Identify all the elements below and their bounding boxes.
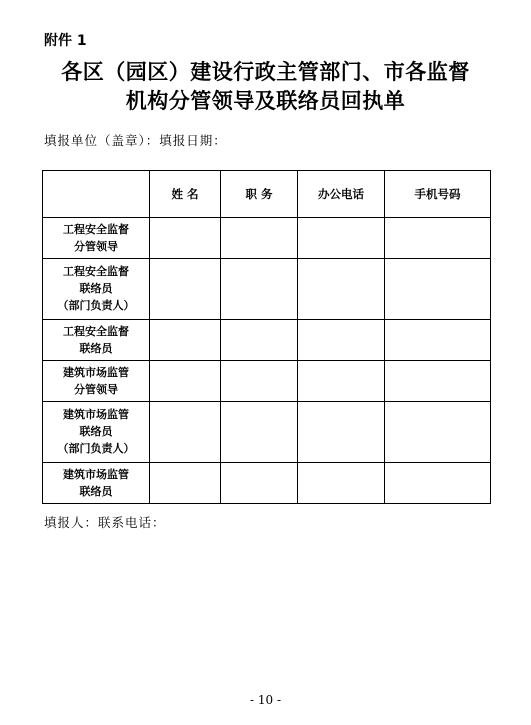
mobile-cell[interactable]	[385, 360, 491, 401]
office-phone-cell[interactable]	[298, 401, 385, 462]
table-header-row	[43, 171, 491, 218]
table-row	[43, 360, 491, 401]
table-row	[43, 218, 491, 259]
position-cell[interactable]	[221, 218, 298, 259]
mobile-cell[interactable]	[385, 319, 491, 360]
mobile-cell[interactable]	[385, 401, 491, 462]
row-label: 建筑市场监管 联络员 （部门负责人）	[43, 401, 150, 462]
document-title-line-1: 各区（园区）建设行政主管部门、市各监督	[61, 59, 470, 84]
table-row	[43, 462, 491, 503]
receipt-form-table	[42, 170, 491, 504]
office-phone-cell[interactable]	[298, 259, 385, 320]
row-label: 建筑市场监管 分管领导	[43, 360, 150, 401]
mobile-cell[interactable]	[385, 218, 491, 259]
name-cell[interactable]	[150, 319, 221, 360]
name-cell[interactable]	[150, 218, 221, 259]
table-row	[43, 319, 491, 360]
office-phone-cell[interactable]	[298, 319, 385, 360]
name-cell[interactable]	[150, 401, 221, 462]
page-number: - 10 -	[249, 693, 281, 707]
position-cell[interactable]	[221, 401, 298, 462]
office-phone-cell[interactable]	[298, 218, 385, 259]
table-row	[43, 259, 491, 320]
filler-contact-line: 填报人：联系电话：	[44, 515, 166, 530]
position-cell[interactable]	[221, 319, 298, 360]
name-cell[interactable]	[150, 462, 221, 503]
position-cell[interactable]	[221, 462, 298, 503]
office-phone-cell[interactable]	[298, 462, 385, 503]
attachment-label: 附件 1	[44, 33, 87, 49]
header-cell-name: 姓 名	[150, 171, 221, 218]
row-label: 工程安全监督 联络员	[43, 319, 150, 360]
header-cell-mobile: 手机号码	[385, 171, 491, 218]
office-phone-cell[interactable]	[298, 360, 385, 401]
fill-info-line: 填报单位（盖章）：填报日期：	[44, 133, 227, 148]
row-label: 工程安全监督 分管领导	[43, 218, 150, 259]
mobile-cell[interactable]	[385, 259, 491, 320]
header-cell-office-phone: 办公电话	[298, 171, 385, 218]
document-title-line-2: 机构分管领导及联络员回执单	[125, 88, 406, 113]
header-cell-empty	[43, 171, 150, 218]
name-cell[interactable]	[150, 259, 221, 320]
row-label: 建筑市场监管 联络员	[43, 462, 150, 503]
header-cell-position: 职 务	[221, 171, 298, 218]
mobile-cell[interactable]	[385, 462, 491, 503]
position-cell[interactable]	[221, 259, 298, 320]
position-cell[interactable]	[221, 360, 298, 401]
name-cell[interactable]	[150, 360, 221, 401]
table-row	[43, 401, 491, 462]
row-label: 工程安全监督 联络员 （部门负责人）	[43, 259, 150, 320]
